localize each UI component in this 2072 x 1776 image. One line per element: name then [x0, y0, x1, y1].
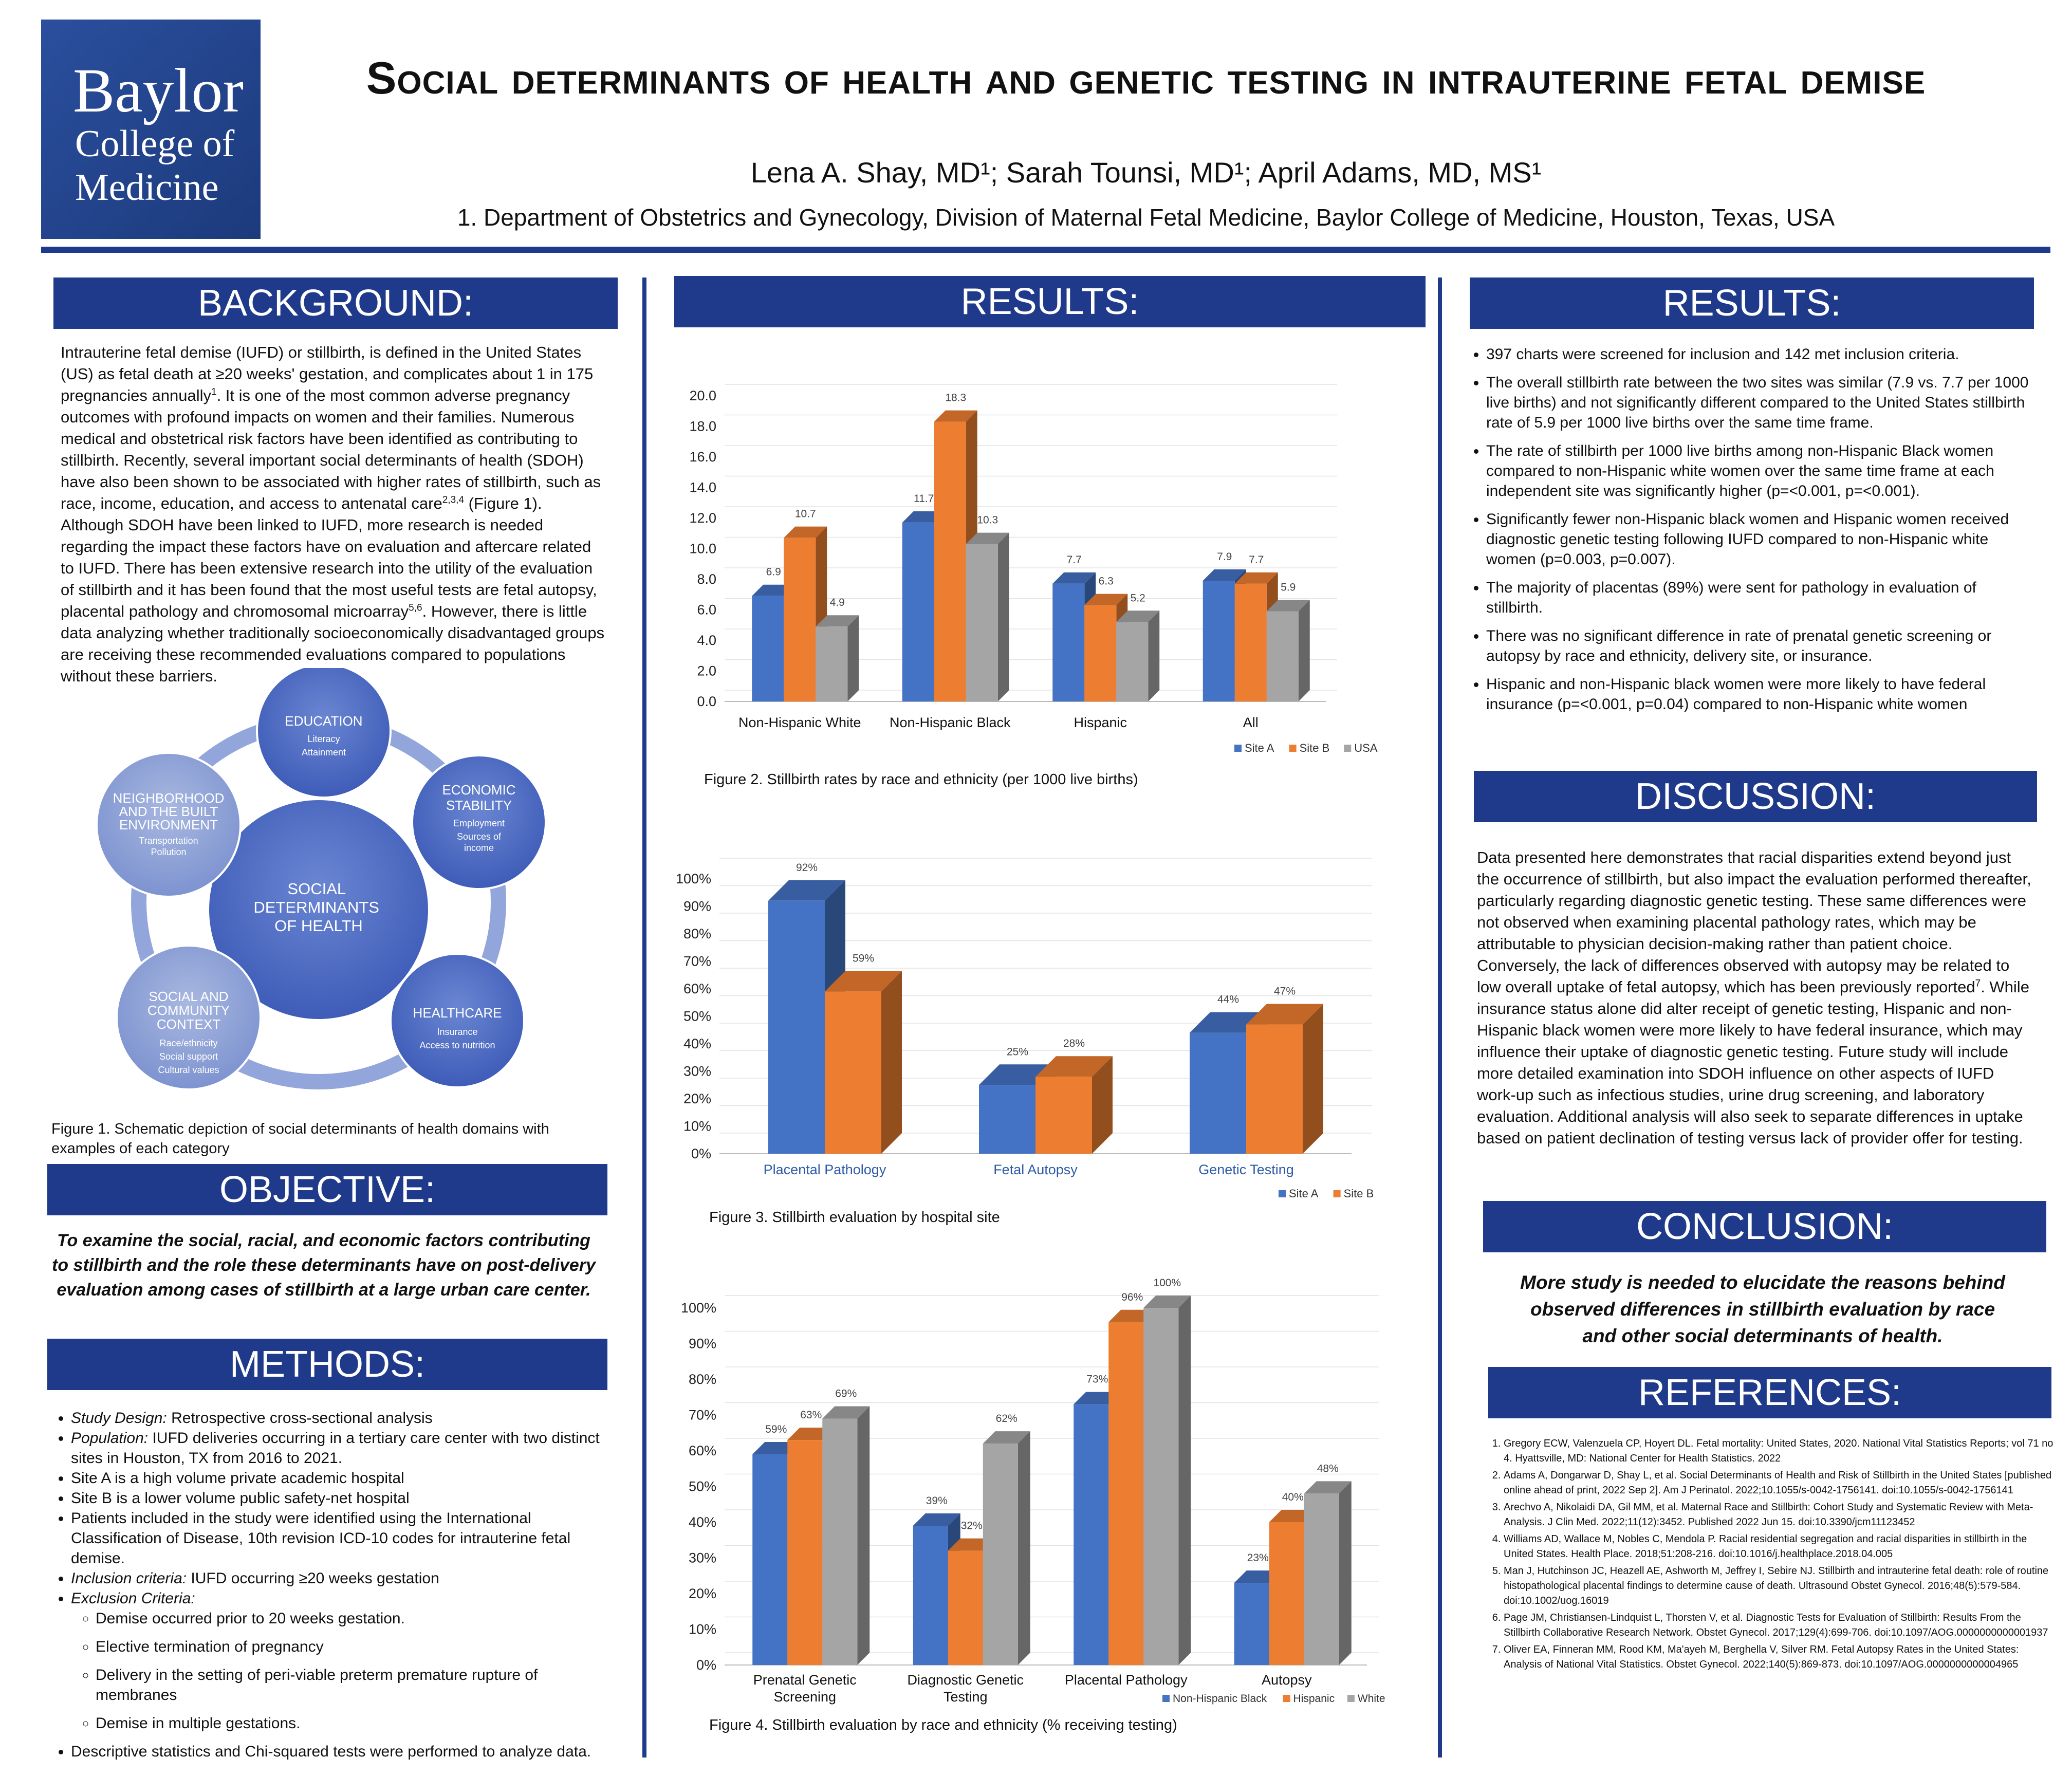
- category-label: Autopsy: [1261, 1672, 1312, 1688]
- figure1-education-bubble: [257, 668, 391, 798]
- bar-side: [1148, 610, 1159, 701]
- legend-label: Site B: [1343, 1187, 1374, 1200]
- y-tick-label: 80%: [688, 1372, 716, 1387]
- data-label: 25%: [1006, 1046, 1029, 1058]
- figure1-social-title-1: SOCIAL AND: [149, 989, 229, 1004]
- results-bullet-2: • The overall stillbirth rate between the two sites was similar (7.9 vs. 7.7 per 1000 live births) and not significantly different compared to the United States stillbirth rate of 5.9 per 1000 live births over the same time frame.: [1486, 373, 2030, 433]
- y-tick-label: 60%: [688, 1443, 716, 1458]
- figure1-center-line-2: DETERMINANTS: [253, 898, 379, 916]
- bar: [787, 1440, 822, 1665]
- category-label: Screening: [773, 1689, 837, 1705]
- figure1-economic-item-2: Sources of: [456, 831, 502, 842]
- bar: [983, 1444, 1018, 1665]
- methods-text: • Study Design: Retrospective cross-sectional analysis • Population: IUFD deliveries occurring in a tertiary care center with two distinct sites in Houston, TX from 2016 to 2021. • Site A is a high volume private academic hospital • Site B is a lower volume public safety-net hospital • Patients included in the study were identified using the International Classification of Disease, 10th revision ICD-10 codes for intrauterine fetal demise. • Inclusion criteria: IUFD occurring ≥20 weeks gestation • Exclusion Criteria: ◦ Demise occurred prior to 20 weeks gestation. ◦ Elective termination of pregnancy ◦ Delivery in the setting of peri-viable preterm premature rupture of membranes ◦ Demise in multiple gestations. • Descriptive statistics and Chi-squared tests were performed to analyze data.: [41, 1408, 612, 1762]
- discussion-text: Data presented here demonstrates that racial disparities extend beyond just the occurrence of stillbirth, but also impact the evaluation performed thereafter, particularly regarding diagnostic genetic testing. These same differences were not observed when examining placental pathology rates, which may be attributable to physician decision-making rather than patient choice. Conversely, the lack of differences observed with autopsy may be related to low overall uptake of fetal autopsy, which has been previously reported$^7$. While insurance status alone did alter receipt of genetic testing, Hispanic and non-Hispanic black women were more likely to have federal insurance, which may influence their uptake of diagnostic genetic testing. Future study will include more detailed examination into SDOH influence on other aspects of IUFD work-up such as infectious studies, urine drug screening, and laboratory evaluation. Additional analysis will also seek to separate differences in uptake based on patient declination of testing versus lack of provider offer for testing.: [1477, 848, 2031, 1147]
- data-label: 44%: [1217, 993, 1239, 1006]
- legend-label: Site A: [1289, 1187, 1319, 1200]
- y-tick-label: 50%: [688, 1478, 716, 1494]
- figure1-healthcare-item-2: Access to nutrition: [419, 1040, 495, 1050]
- references-list: [1480, 1436, 2054, 1674]
- figure2-caption: Figure 2. Stillbirth rates by race and ethnicity (per 1000 live births): [704, 771, 1138, 788]
- background-text: Intrauterine fetal demise (IUFD) or stillbirth, is defined in the United States (US) as fetal death at ≥20 weeks' gestation, and complicates about 1 in 175 pregnancies annually$^1$. It is one of the most common adverse pregnancy outcomes with profound impacts on women and their families. Numerous medical and obstetrical risk factors have been identified as contributing to stillbirth. Recently, several important social determinants of health (SDOH) have also been shown to be associated with higher rates of stillbirth, such as race, income, education, and access to antenatal care$^{2,3,4}$ (Figure 1). Although SDOH have been linked to IUFD, more research is needed regarding the impact these factors have on evaluation and aftercare related to IUFD. There has been extensive research into the utility of the evaluation of stillbirth and it has been found that the most useful tests are fetal autopsy, placental pathology and chromosomal microarray$^{5,6}$. However, there is little data analyzing whether traditionally socioeconomically disadvantaged groups are receiving these recommended evaluations compared to populations without these barriers.: [61, 343, 605, 685]
- y-tick-label: 100%: [675, 871, 711, 886]
- reference-3: 3. Arechvo A, Nikolaidi DA, Gil MM, et al. Maternal Race and Stillbirth: Cohort Study and Systematic Review with Meta-Analysis. J Clin Med. 2022;11(12):3452. Published 2022 Jun 15. doi:10.3390/jcm11123452: [1504, 1500, 2054, 1530]
- data-label: 5.9: [1281, 581, 1296, 594]
- figure1-social-title-3: CONTEXT: [156, 1016, 221, 1032]
- discussion-header: DISCUSSION:: [1474, 771, 2037, 822]
- figure1-economic-item-1: Employment: [453, 818, 505, 828]
- methods-icd: • Patients included in the study were identified using the International Classification of Disease, 10th revision ICD-10 codes for intrauterine fetal demise.: [71, 1508, 612, 1568]
- data-label: 69%: [835, 1387, 857, 1400]
- category-label: Placental Pathology: [1064, 1672, 1188, 1688]
- bar: [752, 596, 784, 701]
- results-header-middle: RESULTS:: [674, 276, 1426, 327]
- results-header-right: RESULTS:: [1470, 278, 2034, 329]
- authors: Lena A. Shay, MD¹; Sarah Tounsi, MD¹; April Adams, MD, MS¹: [750, 156, 1542, 189]
- y-tick-label: 6.0: [697, 602, 716, 618]
- y-tick-label: 14.0: [689, 479, 716, 495]
- bar: [1116, 622, 1148, 701]
- data-label: 62%: [995, 1413, 1017, 1425]
- figure1-education-title: EDUCATION: [285, 713, 363, 729]
- bar: [1074, 1404, 1108, 1665]
- bar: [913, 1526, 948, 1665]
- bar: [1035, 1077, 1092, 1154]
- bar: [1143, 1308, 1178, 1665]
- references-header: REFERENCES:: [1488, 1367, 2051, 1418]
- data-label: 59%: [765, 1423, 787, 1435]
- data-label: 96%: [1121, 1291, 1143, 1303]
- bar: [1108, 1322, 1143, 1665]
- objective-header: OBJECTIVE:: [47, 1164, 607, 1215]
- y-tick-label: 60%: [683, 981, 711, 996]
- figure1-neighborhood-item-1: Transportation: [139, 836, 198, 846]
- data-label: 39%: [926, 1494, 948, 1507]
- header-divider: [41, 247, 2050, 253]
- y-tick-label: 4.0: [697, 633, 716, 648]
- category-label: Non-Hispanic Black: [889, 715, 1011, 730]
- reference-5: 5. Man J, Hutchinson JC, Heazell AE, Ashworth M, Jeffrey I, Sebire NJ. Stillbirth and intrauterine fetal death: role of routine histopathological placental findings to determine cause of death. Ultrasound Obstet Gynecol. 2016;48(5):579-584. doi:10.1002/uog.16019: [1504, 1564, 2054, 1608]
- figure1-social-title-2: COMMUNITY: [147, 1003, 230, 1018]
- figure1-center-line-1: SOCIAL: [287, 880, 345, 898]
- results-list: [1459, 344, 2030, 723]
- figure1-healthcare-item-1: Insurance: [437, 1027, 478, 1037]
- reference-2: 2. Adams A, Dongarwar D, Shay L, et al. Social Determinants of Health and Risk of Stillbirth in the United States [published online ahead of print, 2022 Sep 2]. Am J Perinatol. 2022;10.1055/s-0042-1756141. doi:10.1055/s-0042-1756141: [1504, 1468, 2054, 1498]
- methods-stats: • Descriptive statistics and Chi-squared tests were performed to analyze data.: [71, 1742, 612, 1762]
- baylor-logo: [41, 20, 261, 239]
- bar: [1203, 581, 1235, 701]
- figure1-center-line-3: OF HEALTH: [274, 917, 363, 935]
- methods-exclusion-3: ◦ Delivery in the setting of peri-viable preterm premature rupture of membranes: [96, 1665, 612, 1705]
- bar-side: [1303, 1004, 1323, 1154]
- y-tick-label: 8.0: [697, 571, 716, 587]
- category-label: Prenatal Genetic: [753, 1672, 857, 1688]
- y-tick-label: 70%: [683, 953, 711, 969]
- bar-side: [998, 533, 1009, 701]
- y-tick-label: 20%: [683, 1091, 711, 1106]
- legend-label: White: [1357, 1693, 1385, 1705]
- affiliation: 1. Department of Obstetrics and Gynecology, Division of Maternal Fetal Medicine, Baylor College of Medicine, Houston, Texas, USA: [457, 204, 1835, 231]
- logo-line-3: Medicine: [75, 166, 219, 209]
- bar-side: [1018, 1431, 1030, 1665]
- bar: [1267, 611, 1299, 701]
- results-bullet-4: • Significantly fewer non-Hispanic black women and Hispanic women received diagnostic genetic testing following IUFD compared to non-Hispanic white women (p=0.003, p=0.007).: [1486, 509, 2030, 569]
- data-label: 7.9: [1217, 550, 1232, 563]
- data-label: 48%: [1317, 1463, 1339, 1475]
- data-label: 7.7: [1066, 553, 1082, 566]
- bar: [979, 1085, 1035, 1154]
- data-label: 40%: [1282, 1491, 1304, 1503]
- data-label: 7.7: [1249, 553, 1264, 566]
- category-label: Fetal Autopsy: [993, 1162, 1078, 1177]
- methods-exclusion-2: ◦ Elective termination of pregnancy: [96, 1637, 612, 1657]
- bar: [1235, 584, 1267, 701]
- reference-4: 4. Williams AD, Wallace M, Nobles C, Mendola P. Racial residential segregation and racial disparities in stillbirth in the United States. Health Place. 2018;51:208-216. doi:10.1016/j.healthplace.2018.04.005: [1504, 1532, 2054, 1562]
- legend-label: Site A: [1245, 742, 1274, 754]
- y-tick-label: 30%: [688, 1550, 716, 1566]
- y-tick-label: 80%: [683, 926, 711, 941]
- logo-line-1: Baylor: [73, 56, 244, 125]
- y-tick-label: 10.0: [689, 541, 716, 557]
- results-bullet-6: • There was no significant difference in rate of prenatal genetic screening or autopsy by race and ethnicity, delivery site, or insurance.: [1486, 626, 2030, 666]
- bar: [948, 1551, 983, 1665]
- y-tick-label: 20.0: [689, 388, 716, 403]
- data-label: 23%: [1247, 1552, 1269, 1564]
- y-tick-label: 12.0: [689, 510, 716, 526]
- figure1-caption: Figure 1. Schematic depiction of social determinants of health domains with examples of each category: [51, 1121, 549, 1157]
- category-label: Testing: [943, 1689, 988, 1705]
- bar-side: [857, 1406, 869, 1665]
- methods-exclusion-4: ◦ Demise in multiple gestations.: [96, 1713, 612, 1733]
- data-label: 73%: [1086, 1373, 1108, 1385]
- bar: [1246, 1025, 1303, 1154]
- y-tick-label: 0%: [696, 1657, 716, 1673]
- y-tick-label: 30%: [683, 1063, 711, 1079]
- data-label: 10.7: [794, 508, 816, 520]
- bar: [902, 523, 934, 701]
- y-tick-label: 0.0: [697, 694, 716, 709]
- methods-header: METHODS:: [47, 1339, 607, 1390]
- figure1-economic-item-3: income: [464, 843, 494, 853]
- legend-label: Hispanic: [1293, 1693, 1335, 1705]
- y-tick-label: 16.0: [689, 449, 716, 465]
- category-label: Non-Hispanic White: [738, 715, 861, 730]
- figure1-healthcare-bubble: [391, 954, 524, 1087]
- bar: [784, 538, 816, 701]
- legend-swatch: [1334, 1190, 1341, 1197]
- figure1-neighborhood-item-2: Pollution: [151, 847, 187, 857]
- y-tick-label: 90%: [688, 1336, 716, 1352]
- legend-swatch: [1344, 745, 1351, 752]
- figure4-chart: [673, 1264, 1413, 1706]
- y-tick-label: 70%: [688, 1407, 716, 1423]
- legend-label: Non-Hispanic Black: [1173, 1693, 1267, 1705]
- figure3-caption: Figure 3. Stillbirth evaluation by hospital site: [709, 1209, 1000, 1226]
- data-label: 10.3: [977, 514, 998, 526]
- figure1-sdoh-diagram: [77, 668, 570, 1120]
- figure3-chart: [673, 832, 1413, 1202]
- category-label: Diagnostic Genetic: [907, 1672, 1024, 1688]
- figure1-economic-title-1: ECONOMIC: [442, 782, 516, 798]
- figure1-social-item-1: Race/ethnicity: [159, 1038, 218, 1048]
- logo-line-2: College of: [75, 123, 235, 165]
- y-tick-label: 100%: [680, 1300, 716, 1316]
- poster-title: Social determinants of health and genetic testing in intrauterine fetal demise: [366, 52, 1926, 103]
- y-tick-label: 40%: [683, 1036, 711, 1051]
- y-tick-label: 10%: [683, 1118, 711, 1134]
- objective-text: To examine the social, racial, and economic factors contributing to stillbirth and the role these determinants have on post-delivery evaluation among cases of stillbirth at a large urban care center.: [52, 1231, 596, 1300]
- bar: [768, 901, 825, 1154]
- figure1-education-item-1: Literacy: [307, 734, 340, 744]
- conclusion-text: More study is needed to elucidate the reasons behind observed differences in stillbirth evaluation by race and other social determinants of health.: [1520, 1272, 2005, 1346]
- legend-swatch: [1283, 1695, 1290, 1702]
- data-label: 28%: [1063, 1038, 1085, 1050]
- column-divider-left: [642, 278, 646, 1757]
- bar: [1052, 584, 1084, 701]
- y-tick-label: 40%: [688, 1514, 716, 1530]
- bar: [1269, 1522, 1304, 1665]
- y-tick-label: 18.0: [689, 418, 716, 434]
- data-label: 6.3: [1098, 575, 1114, 587]
- figure1-social-item-3: Cultural values: [158, 1065, 219, 1075]
- figure1-neighborhood-title-1: NEIGHBORHOOD: [113, 790, 225, 806]
- bar: [966, 544, 998, 701]
- figure4-caption: Figure 4. Stillbirth evaluation by race and ethnicity (% receiving testing): [709, 1717, 1177, 1733]
- y-tick-label: 20%: [688, 1586, 716, 1601]
- y-tick-label: 90%: [683, 898, 711, 914]
- background-header: BACKGROUND:: [53, 278, 618, 329]
- data-label: 92%: [795, 861, 818, 874]
- column-divider-right: [1438, 278, 1442, 1757]
- data-label: 59%: [852, 952, 875, 965]
- legend-swatch: [1289, 745, 1297, 752]
- bar-side: [1178, 1296, 1191, 1665]
- methods-exclusion-1: ◦ Demise occurred prior to 20 weeks gestation.: [96, 1608, 612, 1629]
- reference-6: 6. Page JM, Christiansen-Lindquist L, Thorsten V, et al. Diagnostic Tests for Evaluation of Stillbirth: Results From the Stillbirth Collaborative Research Network. Obstet Gynecol. 2017;129(4):699-706. doi:10.1097/AOG.0000000000001937: [1504, 1611, 2054, 1640]
- y-tick-label: 10%: [688, 1621, 716, 1637]
- data-label: 63%: [800, 1409, 822, 1421]
- bar: [1304, 1493, 1339, 1665]
- data-label: 4.9: [829, 597, 845, 609]
- data-label: 32%: [960, 1520, 983, 1532]
- figure1-economic-title-2: STABILITY: [446, 798, 512, 813]
- bar-side: [1339, 1481, 1352, 1665]
- results-bullet-7: • Hispanic and non-Hispanic black women were more likely to have federal insurance (p=<0.001, p=0.04) compared to non-Hispanic white women: [1486, 674, 2030, 714]
- bar: [1190, 1033, 1246, 1154]
- data-label: 5.2: [1130, 592, 1145, 604]
- bar: [752, 1454, 787, 1665]
- figure1-education-item-2: Attainment: [301, 747, 346, 757]
- bar: [816, 626, 847, 701]
- figure2-chart: [673, 370, 1413, 771]
- data-label: 100%: [1153, 1277, 1181, 1289]
- figure1-neighborhood-title-2: AND THE BUILT: [119, 804, 218, 819]
- data-label: 18.3: [945, 392, 967, 404]
- conclusion-header: CONCLUSION:: [1483, 1201, 2046, 1252]
- bar: [1084, 605, 1116, 701]
- reference-1: 1. Gregory ECW, Valenzuela CP, Hoyert DL. Fetal mortality: United States, 2020. National Vital Statistics Reports; vol 71 no 4. Hyattsville, MD: National Center for Health Statistics. 2022: [1504, 1436, 2054, 1466]
- y-tick-label: 50%: [683, 1008, 711, 1024]
- bar-side: [847, 615, 859, 701]
- y-tick-label: 2.0: [697, 663, 716, 679]
- results-bullet-1: • 397 charts were screened for inclusion and 142 met inclusion criteria.: [1486, 344, 2030, 364]
- bar: [825, 991, 881, 1154]
- figure1-healthcare-title: HEALTHCARE: [413, 1005, 502, 1021]
- bar-side: [1299, 600, 1310, 701]
- category-label: Placental Pathology: [763, 1162, 886, 1177]
- methods-site-b: • Site B is a lower volume public safety-net hospital: [71, 1488, 612, 1508]
- data-label: 47%: [1273, 985, 1296, 997]
- y-tick-label: 0%: [691, 1146, 711, 1161]
- results-bullet-3: • The rate of stillbirth per 1000 live births among non-Hispanic Black women compared to non-Hispanic white women over the same time frame at each independent site was significantly higher (p=<0.001, p=<0.001).: [1486, 441, 2030, 501]
- data-label: 6.9: [766, 566, 781, 578]
- reference-7: 7. Oliver EA, Finneran MM, Rood KM, Ma'ayeh M, Berghella V, Silver RM. Fetal Autopsy Rates in the United States: Analysis of National Vital Statistics. Obstet Gynecol. 2022;140(5):869-873. doi:10.1097/AOG.0000000000004965: [1504, 1642, 2054, 1672]
- category-label: Genetic Testing: [1198, 1162, 1294, 1177]
- figure1-social-item-2: Social support: [159, 1051, 218, 1062]
- data-label: 11.7: [914, 492, 934, 505]
- legend-swatch: [1347, 1695, 1355, 1702]
- legend-swatch: [1279, 1190, 1286, 1197]
- methods-site-a: • Site A is a high volume private academic hospital: [71, 1468, 612, 1488]
- category-label: All: [1243, 715, 1259, 730]
- legend-label: USA: [1354, 742, 1378, 754]
- bar: [1234, 1583, 1269, 1665]
- results-bullet-5: • The majority of placentas (89%) were sent for pathology in evaluation of stillbirth.: [1486, 578, 2030, 618]
- legend-swatch: [1234, 745, 1242, 752]
- figure1-neighborhood-title-3: ENVIRONMENT: [119, 817, 218, 832]
- legend-label: Site B: [1299, 742, 1330, 754]
- legend-swatch: [1162, 1695, 1170, 1702]
- category-label: Hispanic: [1074, 715, 1127, 730]
- bar-side: [881, 971, 902, 1154]
- bar: [934, 422, 966, 701]
- bar: [822, 1418, 857, 1665]
